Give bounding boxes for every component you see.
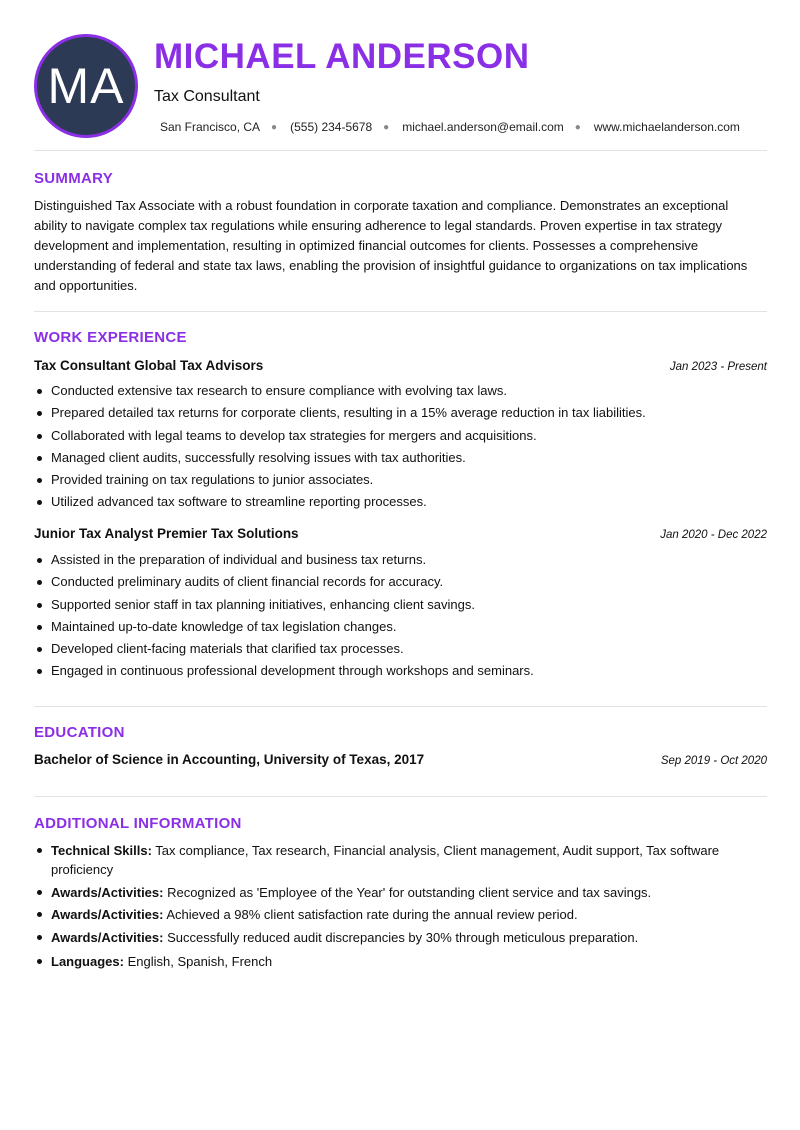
- list-item: Managed client audits, successfully resolving issues with tax authorities.: [34, 447, 767, 469]
- item-text: Recognized as 'Employee of the Year' for outstanding client service and tax savings.: [163, 884, 652, 900]
- summary-text: Distinguished Tax Associate with a robust foundation in corporate taxation and compliance. Demonstrates an exceptional ability to navigate complex tax regulations while ensuring adherence to legal standards. Proven expertise in tax strategy development and implementation, resulting in optimized financial outcomes for clients. Possesses a comprehensive understanding of federal and state tax laws, enabling the provision of insightful guidance to organizations on tax implications and opportunities.: [34, 198, 748, 293]
- list-item: Developed client-facing materials that clarified tax processes.: [34, 638, 767, 660]
- item-text: English, Spanish, French: [123, 953, 273, 969]
- contact-phone: (555) 234-5678: [290, 120, 373, 134]
- education-heading: EDUCATION: [34, 724, 125, 741]
- item-label: Awards/Activities:: [51, 907, 164, 922]
- list-item: Conducted extensive tax research to ensure compliance with evolving tax laws.: [34, 380, 767, 402]
- list-item: [34, 905, 767, 924]
- list-item: Provided training on tax regulations to junior associates.: [34, 469, 767, 491]
- education-dates: Sep 2019 - Oct 2020: [660, 755, 767, 767]
- list-item: Supported senior staff in tax planning initiatives, enhancing client savings.: [34, 594, 767, 616]
- list-item: Engaged in continuous professional development through workshops and seminars.: [34, 660, 767, 682]
- additional-heading: ADDITIONAL INFORMATION: [34, 815, 242, 832]
- avatar-initials: MA: [47, 58, 125, 114]
- list-item: Collaborated with legal teams to develop tax strategies for mergers and acquisitions.: [34, 425, 767, 447]
- candidate-title: Tax Consultant: [154, 88, 260, 105]
- contact-website: www.michaelanderson.com: [593, 120, 740, 134]
- job-bullets: [34, 380, 767, 514]
- list-item: Conducted preliminary audits of client financial records for accuracy.: [34, 571, 767, 593]
- avatar: [34, 34, 138, 138]
- job-bullets: [34, 549, 767, 683]
- bullet-separator-icon: ●: [574, 121, 581, 133]
- divider: [34, 796, 767, 797]
- contact-email: michael.anderson@email.com: [402, 120, 564, 134]
- experience-heading: WORK EXPERIENCE: [34, 329, 187, 346]
- job-dates: Jan 2020 - Dec 2022: [660, 529, 767, 541]
- job-header: [34, 526, 767, 541]
- item-label: Awards/Activities:: [51, 884, 164, 900]
- job-header: [34, 358, 767, 373]
- divider: [34, 311, 767, 312]
- bullet-separator-icon: ●: [271, 121, 278, 133]
- job-dates: Jan 2023 - Present: [669, 361, 767, 373]
- contact-bar: [160, 120, 740, 134]
- list-item: [34, 883, 767, 902]
- job-role: Tax Consultant Global Tax Advisors: [34, 358, 264, 373]
- job-role: Junior Tax Analyst Premier Tax Solutions: [34, 526, 299, 541]
- divider: [34, 706, 767, 707]
- list-item: Maintained up-to-date knowledge of tax legislation changes.: [34, 616, 767, 638]
- divider: [34, 150, 767, 151]
- item-label: Technical Skills:: [51, 843, 152, 858]
- item-label: Awards/Activities:: [51, 929, 164, 945]
- item-label: Languages:: [51, 953, 124, 969]
- bullet-separator-icon: ●: [383, 121, 390, 133]
- summary-heading: SUMMARY: [34, 170, 114, 187]
- additional-list: [34, 841, 767, 974]
- list-item: [34, 952, 767, 971]
- list-item: Prepared detailed tax returns for corporate clients, resulting in a 15% average reduction in tax liabilities.: [34, 402, 767, 424]
- education-entry: [34, 752, 767, 767]
- item-text: Tax compliance, Tax research, Financial analysis, Client management, Audit support, Tax software proficiency: [51, 843, 720, 877]
- list-item: Assisted in the preparation of individual and business tax returns.: [34, 549, 767, 571]
- list-item: Utilized advanced tax software to streamline reporting processes.: [34, 491, 767, 513]
- contact-location: San Francisco, CA: [160, 120, 261, 134]
- item-text: Achieved a 98% client satisfaction rate during the annual review period.: [163, 907, 578, 922]
- item-text: Successfully reduced audit discrepancies by 30% through meticulous preparation.: [163, 929, 639, 945]
- candidate-name: MICHAEL ANDERSON: [154, 37, 530, 76]
- list-item: [34, 928, 767, 947]
- list-item: [34, 841, 767, 879]
- education-degree: Bachelor of Science in Accounting, University of Texas, 2017: [34, 752, 425, 767]
